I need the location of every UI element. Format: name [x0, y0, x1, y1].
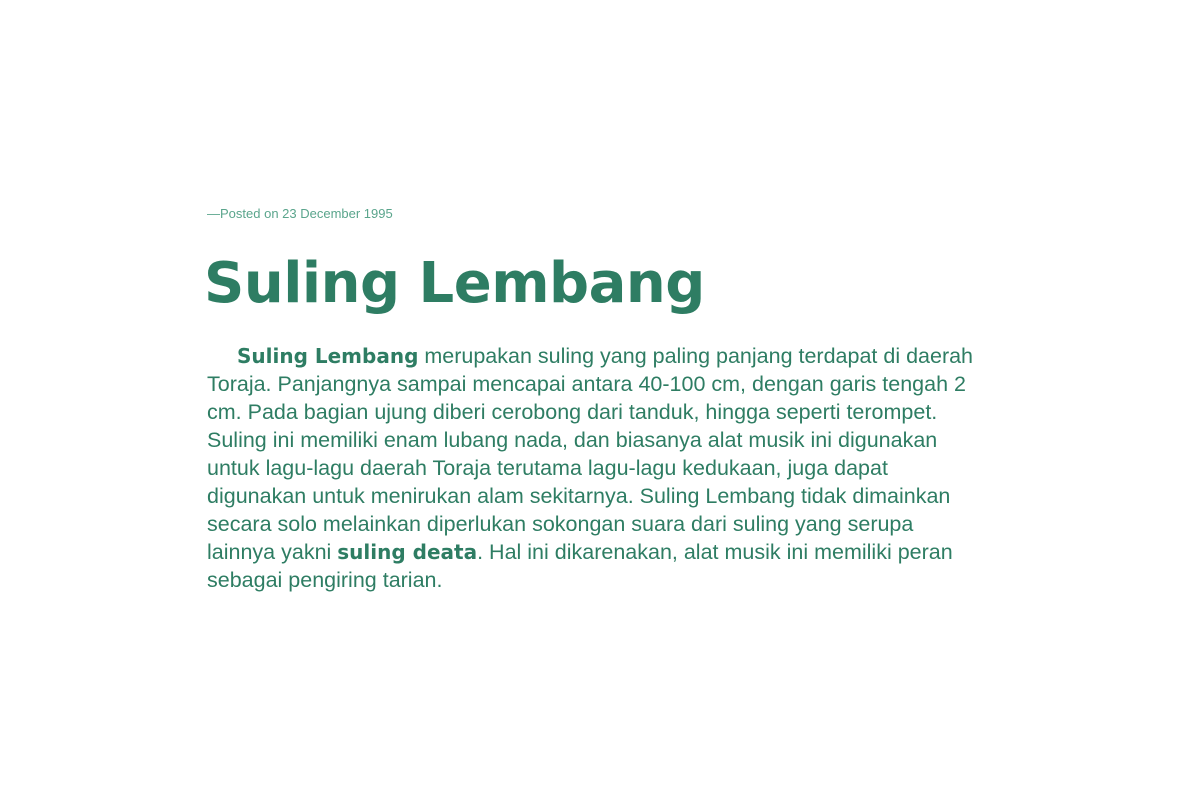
highlight-term: suling deata — [337, 540, 478, 564]
article-title: Suling Lembang — [204, 251, 705, 316]
article-body — [207, 342, 987, 594]
article — [204, 206, 987, 594]
body-text-part-2: . Hal ini dikarenakan, alat musik ini memiliki peran sebagai pengiring tarian. — [207, 540, 953, 592]
posted-date: —Posted on 23 December 1995 — [207, 206, 393, 221]
lead-term: Suling Lembang — [237, 344, 419, 368]
body-text-part-1: merupakan suling yang paling panjang terdapat di daerah Toraja. Panjangnya sampai mencapai antara 40-100 cm, dengan garis tengah 2 cm. Pada bagian ujung diberi cerobong dari tanduk, hingga seperti terompet. Suling ini memiliki enam lubang nada, dan biasanya alat musik ini digunakan untuk lagu-lagu daerah Toraja terutama lagu-lagu kedukaan, juga dapat digunakan untuk menirukan alam sekitarnya. Suling Lembang tidak dimainkan secara solo melainkan diperlukan sokongan suara dari suling yang serupa lainnya yakni — [207, 344, 974, 564]
